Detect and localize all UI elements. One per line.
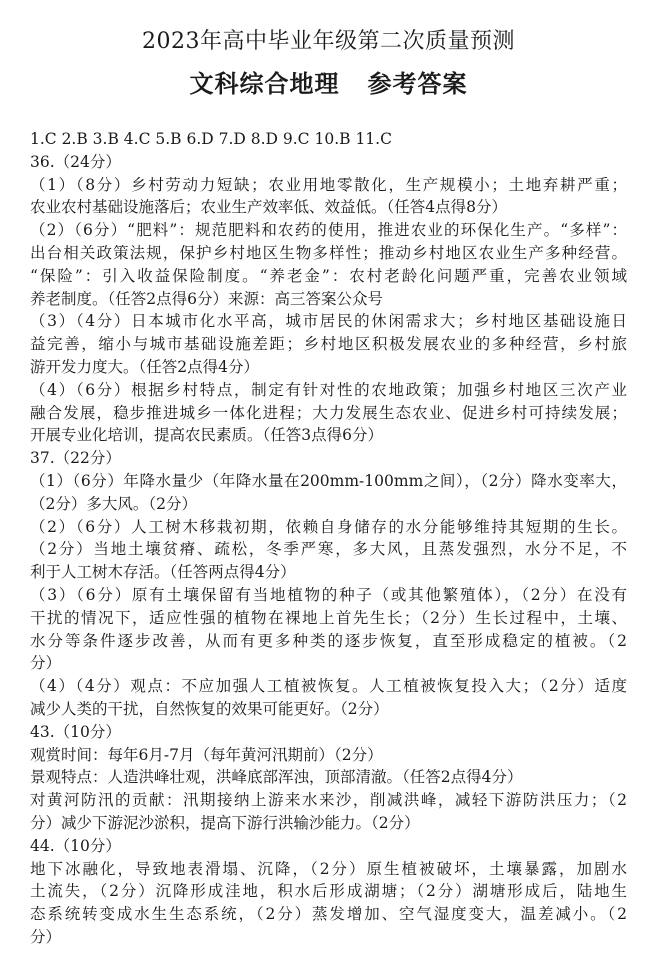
- answer-line: 44.（10分）: [30, 836, 121, 855]
- answer-line: 1.C 2.B 3.B 4.C 5.B 6.D 7.D 8.D 9.C 10.B 11.C: [30, 130, 392, 148]
- answer-line: （2）（6分）人工树木移栽初期，依赖自身储存的水分能够维持其短期的生长。: [30, 517, 627, 536]
- subject-name: 文科综合地理: [189, 70, 340, 98]
- answer-line: 景观特点：人造洪峰壮观，洪峰底部浑浊，顶部清澈。（任答2点得4分）: [30, 768, 523, 787]
- answer-line: （2分）多大风。（2分）: [30, 494, 197, 513]
- answer-line: 对黄河防汛的贡献：汛期接纳上游来水来沙，削减洪峰，减轻下游防洪压力；（2: [30, 791, 627, 810]
- answer-line: 地下冰融化，导致地表滑塌、沉降，（2分）原生植被破坏，土壤暴露，加剧水: [30, 859, 627, 878]
- answer-line: 水分等条件逐步改善，从而有更多种类的逐步恢复，直至形成稳定的植被。（2: [30, 631, 627, 650]
- answer-key-label: 参考答案: [367, 70, 468, 98]
- answer-line: （2）（6分）“肥料”：规范肥料和农药的使用，推进农业的环保化生产。“多样”：: [30, 221, 627, 240]
- answer-line: 态系统转变成水生生态系统，（2分）蒸发增加、空气湿度变大，温差减小。（2: [30, 905, 627, 924]
- answer-line: 干扰的情况下，适应性强的植物在裸地上首先生长；（2分）生长过程中，土壤、: [30, 608, 627, 627]
- answer-line: 益完善，缩小与城市基础设施差距；乡村地区积极发展农业的多种经营，乡村旅: [30, 335, 627, 354]
- answer-line: 36.（24分）: [30, 152, 121, 171]
- answer-line: （4）（4分）观点：不应加强人工植被恢复。人工植被恢复投入大；（2分）适度: [30, 677, 627, 696]
- answer-body: [30, 128, 627, 949]
- answer-line: （3）（4分）日本城市化水平高，城市居民的休闲需求大；乡村地区基础设施日: [30, 312, 627, 331]
- answer-line: 融合发展，稳步推进城乡一体化进程；大力发展生态农业、促进乡村可持续发展；: [30, 403, 627, 422]
- answer-line: 养老制度。（任答2点得6分）来源：高三答案公众号: [30, 289, 383, 308]
- document-subtitle: [0, 64, 657, 99]
- document-title: 2023年高中毕业年级第二次质量预测: [142, 29, 515, 54]
- answer-line: 分）: [30, 654, 62, 673]
- answer-line: 分）减少下游泥沙淤积，提高下游行洪输沙能力。（2分）: [30, 813, 420, 832]
- answer-line: （1）（6分）年降水量少（年降水量在200mm-100mm之间），（2分）降水变率大，: [30, 471, 627, 490]
- answer-line: “保险”：引入收益保险制度。“养老金”：农村老龄化问题严重，完善农业领域: [30, 266, 627, 285]
- answer-line: 农业农村基础设施落后；农业生产效率低、效益低。（任答4点得8分）: [30, 198, 507, 217]
- answer-line: 利于人工树木存活。（任答两点得4分）: [30, 563, 296, 582]
- answer-line: 分）: [30, 927, 62, 946]
- answer-line: （2分）当地土壤贫瘠、疏松，冬季严寒，多大风，且蒸发强烈，水分不足，不: [30, 540, 627, 559]
- answer-line: （1）（8分）乡村劳动力短缺；农业用地零散化，生产规模小；土地弃耕严重；: [30, 175, 627, 194]
- answer-line: （3）（6分）原有土壤保留有当地植物的种子（或其他繁殖体），（2分）在没有: [30, 585, 627, 604]
- answer-line: 37.（22分）: [30, 449, 121, 468]
- answer-line: 游开发力度大。（任答2点得4分）: [30, 357, 259, 376]
- answer-line: 出台相关政策法规，保护乡村地区生物多样性；推动乡村地区农业生产多种经营。: [30, 243, 627, 262]
- answer-line: 43.（10分）: [30, 722, 121, 741]
- answer-line: 减少人类的干扰，自然恢复的效果可能更好。（2分）: [30, 699, 389, 718]
- answer-line: 开展专业化培训，提高农民素质。（任答3点得6分）: [30, 426, 383, 445]
- answer-line: 观赏时间：每年6月-7月（每年黄河汛期前）（2分）: [30, 745, 383, 764]
- answer-line: 土流失，（2分）沉降形成洼地，积水后形成湖塘；（2分）湖塘形成后，陆地生: [30, 882, 627, 901]
- answer-line: （4）（6分）根据乡村特点，制定有针对性的农地政策；加强乡村地区三次产业: [30, 380, 627, 399]
